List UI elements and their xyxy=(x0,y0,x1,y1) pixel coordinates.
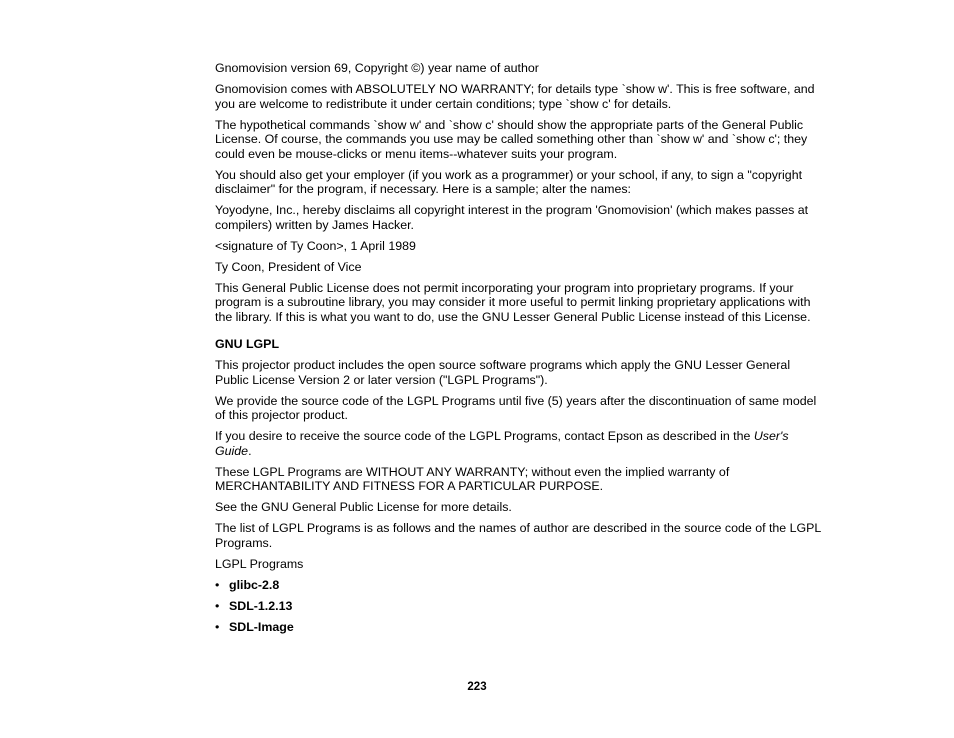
paragraph: Gnomovision comes with ABSOLUTELY NO WARRANTY; for details type `show w'. This is free software, and you are welcome to redistribute it under certain conditions; type `show c' for details. xyxy=(215,82,815,111)
paragraph: <signature of Ty Coon>, 1 April 1989 xyxy=(215,238,416,253)
contact-paragraph xyxy=(215,429,827,458)
paragraph: Gnomovision version 69, Copyright ©) year name of author xyxy=(215,61,539,75)
paragraph: We provide the source code of the LGPL Programs until five (5) years after the discontinuation of same model of this projector product. xyxy=(215,393,817,422)
paragraph: Ty Coon, President of Vice xyxy=(215,259,362,274)
paragraph: These LGPL Programs are WITHOUT ANY WARRANTY; without even the implied warranty of MERCHANTABILITY AND FITNESS FOR A PARTICULAR PURPOSE. xyxy=(215,464,730,493)
contact-text: If you desire to receive the source code of the LGPL Programs, contact Epson as described in the xyxy=(215,429,754,443)
page-number: 223 xyxy=(467,681,487,693)
paragraph: The hypothetical commands `show w' and `show c' should show the appropriate parts of the General Public License. Of course, the commands you use may be called something other than `show w' and `show c'; they could even be mouse-clicks or menu items--whatever suits your program. xyxy=(215,117,808,161)
bullet-icon: • xyxy=(215,577,220,592)
program-name: glibc-2.8 xyxy=(229,577,280,592)
paragraph: This General Public License does not permit incorporating your program into proprietary programs. If your program is a subroutine library, you may consider it more useful to permit linking proprietary applications with the library. If this is what you want to do, use the GNU Lesser General Public License instead of this License. xyxy=(215,280,811,324)
list-item xyxy=(215,620,827,635)
lgpl-program-list xyxy=(215,578,827,635)
paragraph: The list of LGPL Programs is as follows and the names of author are described in the source code of the LGPL Programs. xyxy=(215,521,821,550)
paragraph: This projector product includes the open source software programs which apply the GNU Lesser General Public License Version 2 or later version ("LGPL Programs"). xyxy=(215,358,791,387)
document-body xyxy=(215,61,827,641)
bullet-icon: • xyxy=(215,619,220,634)
paragraph: LGPL Programs xyxy=(215,556,304,571)
list-item xyxy=(215,599,827,614)
section-heading: GNU LGPL xyxy=(215,337,280,351)
paragraph: You should also get your employer (if you work as a programmer) or your school, if any, to sign a "copyright disclaimer" for the program, if necessary. Here is a sample; alter the names: xyxy=(215,167,803,196)
bullet-icon: • xyxy=(215,598,220,613)
paragraph: Yoyodyne, Inc., hereby disclaims all copyright interest in the program 'Gnomovision' (which makes passes at compilers) written by James Hacker. xyxy=(215,203,809,232)
program-name: SDL-1.2.13 xyxy=(229,598,293,613)
list-item xyxy=(215,578,827,593)
program-name: SDL-Image xyxy=(229,619,294,634)
paragraph: See the GNU General Public License for more details. xyxy=(215,500,512,514)
contact-suffix: . xyxy=(248,443,252,458)
users-guide-reference: User's Guide xyxy=(215,429,789,458)
